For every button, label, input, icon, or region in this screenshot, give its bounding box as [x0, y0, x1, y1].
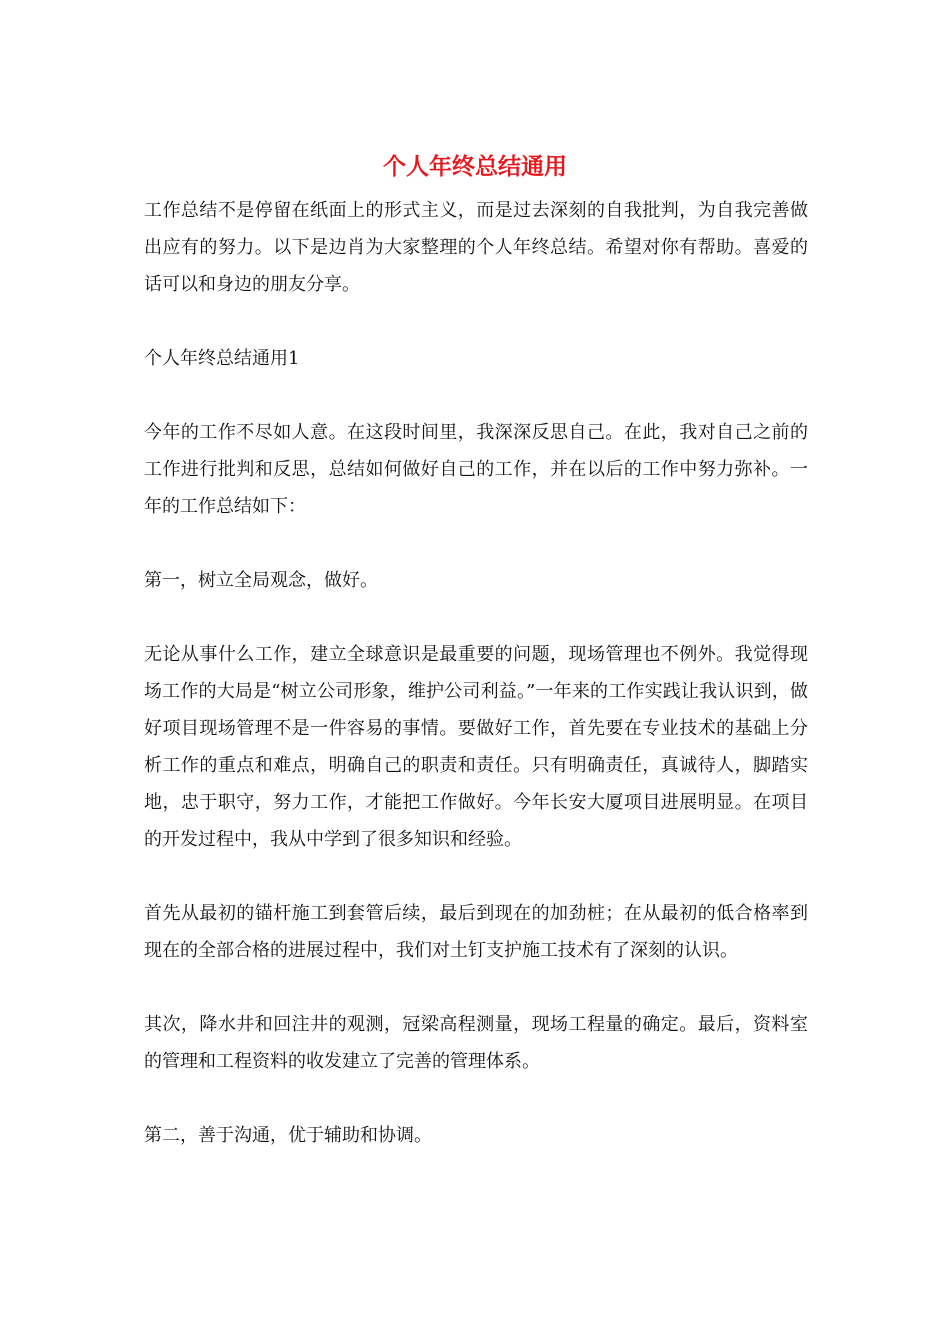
document-title: 个人年终总结通用 [383, 153, 567, 180]
point-heading: 第一，树立全局观念，做好。 [144, 570, 378, 591]
point-heading: 第二，善于沟通，优于辅助和协调。 [144, 1125, 432, 1146]
body-paragraph: 无论从事什么工作，建立全球意识是最重要的问题，现场管理也不例外。我觉得现场工作的大局是“树立公司形象，维护公司利益。”一年来的工作实践让我认识到，做好项目现场管理不是一件容易的事情。要做好工作，首先要在专业技术的基础上分析工作的重点和难点，明确自己的职责和责任。只有明确责任，真诚待人，脚踏实地，忠于职守，努力工作，才能把工作做好。今年长安大厦项目进展明显。在项目的开发过程中，我从中学到了很多知识和经验。 [144, 644, 808, 850]
body-paragraph: 今年的工作不尽如人意。在这段时间里，我深深反思自己。在此，我对自己之前的工作进行批判和反思，总结如何做好自己的工作，并在以后的工作中努力弥补。一年的工作总结如下： [144, 422, 808, 517]
document-body [144, 192, 808, 1191]
intro-paragraph: 工作总结不是停留在纸面上的形式主义，而是过去深刻的自我批判，为自我完善做出应有的努力。以下是边肖为大家整理的个人年终总结。希望对你有帮助。喜爱的话可以和身边的朋友分享。 [144, 200, 808, 295]
body-paragraph: 其次，降水井和回注井的观测，冠梁高程测量，现场工程量的确定。最后，资料室的管理和工程资料的收发建立了完善的管理体系。 [144, 1014, 808, 1072]
body-paragraph: 首先从最初的锚杆施工到套管后续，最后到现在的加劲桩；在从最初的低合格率到现在的全部合格的进展过程中，我们对土钉支护施工技术有了深刻的认识。 [144, 903, 808, 961]
section-heading: 个人年终总结通用1 [144, 348, 300, 369]
